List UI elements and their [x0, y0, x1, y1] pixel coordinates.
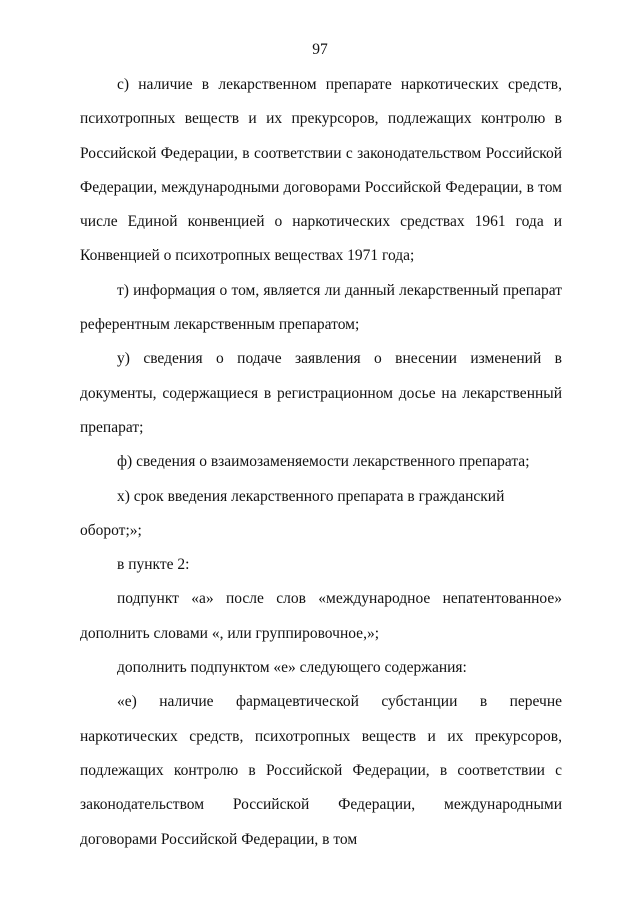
paragraph-add-subitem-e: дополнить подпунктом «е» следующего содержания:: [117, 659, 467, 677]
paragraph-f: ф) сведения о взаимозаменяемости лекарственного препарата;: [117, 453, 530, 471]
page-number: 97: [312, 41, 328, 58]
paragraph-t: т) информация о том, является ли данный лекарственный препарат референтным лекарственным препаратом;: [80, 281, 562, 334]
paragraph-s: с) наличие в лекарственном препарате наркотических средств, психотропных веществ и их прекурсоров, подлежащих контролю в Российской Федерации, в соответствии с законодательством Российской Федерации, международными договорами Российской Федерации, в том числе Единой конвенцией о наркотических средствах 1961 года и Конвенцией о психотропных веществах 1971 года;: [80, 76, 562, 265]
document-body: [80, 68, 562, 857]
paragraph-e: «е) наличие фармацевтической субстанции в перечне наркотических средств, психотропных веществ и их прекурсоров, подлежащих контролю в Российской Федерации, в соответствии с законодательством Российской Федерации, международными договорами Российской Федерации, в том: [80, 693, 562, 848]
paragraph-item-2: в пункте 2:: [117, 556, 190, 574]
paragraph-u: у) сведения о подаче заявления о внесении изменений в документы, содержащиеся в регистрационном досье на лекарственный препарат;: [80, 350, 562, 436]
paragraph-kh: х) срок введения лекарственного препарата в гражданский оборот;»;: [80, 487, 505, 539]
paragraph-subitem-a: подпункт «а» после слов «международное непатентованное» дополнить словами «, или группировочное,»;: [80, 590, 562, 642]
